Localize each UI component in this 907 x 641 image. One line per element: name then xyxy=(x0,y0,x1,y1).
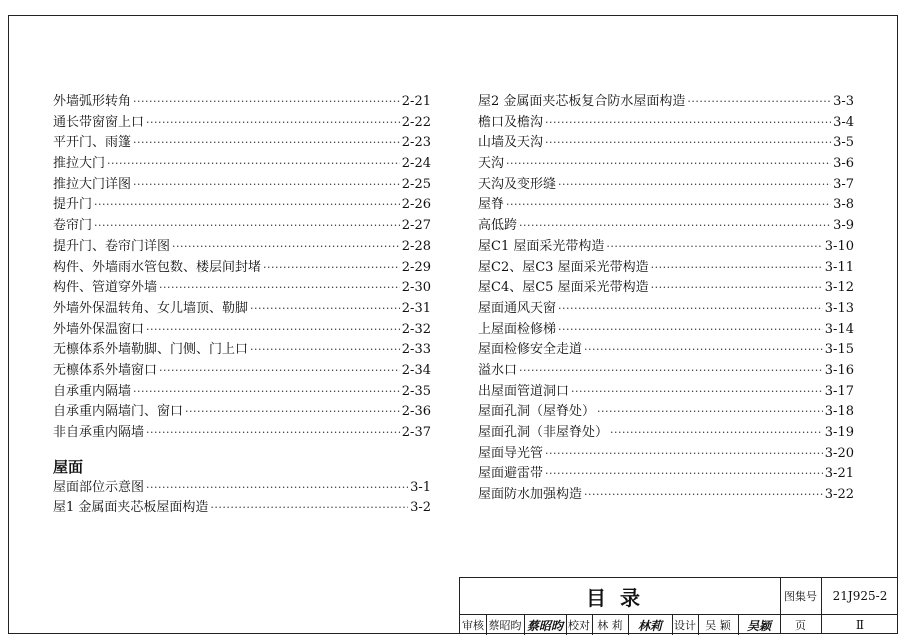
toc-leader-dots xyxy=(133,92,400,113)
toc-entry-title: 出屋面管道洞口 xyxy=(478,383,570,399)
toc-entry-title: 构件、外墙雨水管包数、楼层间封堵 xyxy=(53,259,262,275)
toc-leader-dots xyxy=(133,175,400,196)
toc-entry-page: 3-5 xyxy=(833,135,854,151)
toc-entry-page: 2-26 xyxy=(401,197,431,213)
toc-leader-dots xyxy=(250,340,400,361)
toc-entry-title: 天沟及变形缝 xyxy=(478,176,557,192)
toc-entry-title: 推拉大门详图 xyxy=(53,176,132,192)
check-label: 校对 xyxy=(568,619,590,632)
toc-entry xyxy=(53,216,431,237)
toc-leader-dots xyxy=(146,423,400,444)
designer-signature: 吴颖 xyxy=(746,618,771,633)
toc-entry xyxy=(53,278,431,299)
toc-entry-title: 天沟 xyxy=(478,156,505,172)
toc-leader-dots xyxy=(146,113,400,134)
toc-entry-page: 3-2 xyxy=(410,500,431,516)
toc-entry xyxy=(478,175,854,196)
toc-entry-page: 2-22 xyxy=(401,114,431,130)
toc-entry-page: 2-31 xyxy=(401,300,431,316)
toc-entry-page: 2-21 xyxy=(401,94,431,109)
toc-entry-title: 高低跨 xyxy=(478,218,518,234)
toc-entry-page: 3-7 xyxy=(833,176,854,192)
toc-entry-page: 3-13 xyxy=(824,300,854,316)
toc-leader-dots xyxy=(651,258,823,279)
toc-entry-title: 屋面部位示意图 xyxy=(53,479,145,495)
toc-entry xyxy=(53,423,431,444)
toc-entry xyxy=(53,382,431,403)
toc-entry xyxy=(53,402,431,423)
toc-leader-dots xyxy=(545,113,831,134)
toc-entry-title: 卷帘门 xyxy=(53,218,93,234)
toc-entry-page: 2-32 xyxy=(401,321,431,337)
toc-entry-title: 屋1 金属面夹芯板屋面构造 xyxy=(53,500,209,516)
toc-entry-page: 3-20 xyxy=(824,445,854,461)
toc-leader-dots xyxy=(571,382,823,403)
toc-entry-title: 屋面避雷带 xyxy=(478,466,544,482)
designer-name: 吴 颖 xyxy=(705,619,731,632)
toc-entry-title: 檐口及檐沟 xyxy=(478,114,544,130)
toc-entry-title: 屋C4、屋C5 屋面采光带构造 xyxy=(478,280,649,296)
toc-entry xyxy=(53,498,431,519)
toc-entry-page: 3-21 xyxy=(824,466,854,482)
toc-entry-title: 屋面孔洞（屋脊处） xyxy=(478,404,596,420)
toc-leader-dots xyxy=(519,216,831,237)
toc-entry xyxy=(478,278,854,299)
toc-right-column xyxy=(478,92,854,506)
toc-entry-title: 屋C1 屋面采光带构造 xyxy=(478,238,605,254)
toc-entry-page: 2-25 xyxy=(401,176,431,192)
toc-entry xyxy=(53,478,431,499)
toc-entry xyxy=(478,402,854,423)
toc-entry-title: 山墙及天沟 xyxy=(478,135,544,151)
toc-entry-page: 2-27 xyxy=(401,218,431,234)
toc-entry-title: 自承重内隔墙门、窗口 xyxy=(53,404,184,420)
toc-entry xyxy=(478,340,854,361)
toc-entry xyxy=(53,237,431,258)
toc-entry-page: 3-19 xyxy=(824,425,854,440)
title-block-title: 目录 xyxy=(586,585,654,610)
toc-entry xyxy=(478,133,854,154)
toc-entry-page: 3-18 xyxy=(824,404,854,420)
toc-entry-title: 自承重内隔墙 xyxy=(53,383,132,399)
toc-entry-title: 无檩体系外墙勒脚、门侧、门上口 xyxy=(53,342,249,358)
toc-entry xyxy=(478,320,854,341)
toc-entry-page: 3-9 xyxy=(833,218,854,234)
toc-entry xyxy=(478,92,854,113)
toc-leader-dots xyxy=(94,195,400,216)
toc-entry-title: 通长带窗窗上口 xyxy=(53,114,145,130)
section-heading-roof: 屋面 xyxy=(53,457,84,476)
toc-leader-dots xyxy=(210,498,408,519)
toc-entry xyxy=(53,258,431,279)
toc-entry-page: 3-3 xyxy=(833,94,854,109)
toc-entry xyxy=(53,340,431,361)
toc-entry-page: 3-10 xyxy=(824,238,854,254)
toc-entry xyxy=(53,92,431,113)
toc-entry xyxy=(478,216,854,237)
toc-entry xyxy=(478,258,854,279)
toc-leader-dots xyxy=(558,299,823,320)
toc-entry xyxy=(478,237,854,258)
toc-leader-dots xyxy=(172,237,400,258)
toc-leader-dots xyxy=(506,154,831,175)
toc-entry xyxy=(478,423,854,444)
toc-leader-dots xyxy=(159,278,400,299)
toc-entry xyxy=(53,320,431,341)
toc-leader-dots xyxy=(146,478,408,499)
toc-entry-title: 外墙外保温窗口 xyxy=(53,321,145,337)
toc-entry-title: 提升门 xyxy=(53,197,93,213)
atlas-number: 21J925-2 xyxy=(832,589,888,603)
toc-entry-title: 屋2 金属面夹芯板复合防水屋面构造 xyxy=(478,94,686,109)
toc-entry xyxy=(53,299,431,320)
toc-entry xyxy=(478,113,854,134)
toc-entry-title: 上屋面检修梯 xyxy=(478,321,557,337)
page-label: 页 xyxy=(795,619,806,632)
toc-leader-dots xyxy=(606,237,822,258)
toc-entry xyxy=(478,444,854,465)
toc-leader-dots xyxy=(107,154,400,175)
toc-entry-title: 提升门、卷帘门详图 xyxy=(53,238,171,254)
atlas-number-label: 图集号 xyxy=(784,590,817,603)
toc-entry-page: 3-16 xyxy=(824,362,854,378)
toc-entry-page: 2-29 xyxy=(401,259,431,275)
toc-entry xyxy=(478,382,854,403)
toc-leader-dots xyxy=(545,444,823,465)
toc-leader-dots xyxy=(558,175,831,196)
checker-name: 林 莉 xyxy=(597,619,623,632)
toc-leader-dots xyxy=(651,278,823,299)
toc-entry xyxy=(478,195,854,216)
toc-entry-page: 3-14 xyxy=(824,321,854,337)
toc-entry-page: 3-6 xyxy=(833,156,854,172)
toc-leader-dots xyxy=(597,402,823,423)
toc-leader-dots xyxy=(159,361,400,382)
toc-leader-dots xyxy=(545,464,823,485)
toc-leader-dots xyxy=(687,92,831,113)
toc-leader-dots xyxy=(506,195,831,216)
toc-entry-title: 屋面孔洞（非屋脊处） xyxy=(478,425,609,440)
toc-entry-title: 构件、管道穿外墙 xyxy=(53,280,158,296)
toc-entry-title: 外墙弧形转角 xyxy=(53,94,132,109)
toc-entry-title: 屋C2、屋C3 屋面采光带构造 xyxy=(478,259,649,275)
toc-entry-title: 溢水口 xyxy=(478,362,518,378)
toc-entry xyxy=(53,133,431,154)
toc-entry xyxy=(53,154,431,175)
toc-entry-page: 3-4 xyxy=(833,114,854,130)
toc-entry xyxy=(478,361,854,382)
toc-leader-dots xyxy=(94,216,400,237)
toc-leader-dots xyxy=(263,258,400,279)
toc-entry-page: 3-11 xyxy=(824,259,854,275)
title-block xyxy=(459,577,898,634)
toc-entry-page: 3-22 xyxy=(824,487,854,503)
toc-entry-page: 2-23 xyxy=(401,135,431,151)
toc-leader-dots xyxy=(610,423,823,444)
checker-signature: 林莉 xyxy=(637,618,662,633)
toc-leader-dots xyxy=(185,402,400,423)
reviewer-signature: 蔡昭昀 xyxy=(526,618,563,633)
toc-entry xyxy=(53,175,431,196)
toc-entry-page: 2-34 xyxy=(401,362,431,378)
toc-leader-dots xyxy=(584,340,823,361)
toc-entry-page: 2-30 xyxy=(401,280,431,296)
toc-entry-page: 2-35 xyxy=(401,383,431,399)
page-number: Ⅱ xyxy=(855,618,865,632)
toc-entry-page: 3-15 xyxy=(824,342,854,358)
toc-entry-page: 3-17 xyxy=(824,383,854,399)
toc-entry-title: 屋面检修安全走道 xyxy=(478,342,583,358)
toc-entry xyxy=(53,195,431,216)
toc-entry-title: 推拉大门 xyxy=(53,156,106,172)
toc-entry-title: 平开门、雨篷 xyxy=(53,135,132,151)
toc-entry-page: 3-1 xyxy=(410,479,431,495)
toc-leader-dots xyxy=(558,320,823,341)
toc-entry-title: 屋面通风天窗 xyxy=(478,300,557,316)
toc-leader-dots xyxy=(545,133,831,154)
toc-entry-title: 屋脊 xyxy=(478,197,505,213)
toc-entry-page: 3-8 xyxy=(833,197,854,213)
toc-entry-page: 2-28 xyxy=(401,238,431,254)
toc-entry-page: 3-12 xyxy=(824,280,854,296)
toc-entry-title: 外墙外保温转角、女儿墙顶、勒脚 xyxy=(53,300,249,316)
toc-leader-dots xyxy=(133,133,400,154)
toc-leader-dots xyxy=(133,382,400,403)
toc-entry-title: 屋面防水加强构造 xyxy=(478,487,583,503)
toc-entry-page: 2-24 xyxy=(401,156,431,172)
reviewer-name: 蔡昭昀 xyxy=(488,619,522,632)
toc-left-column xyxy=(53,92,431,519)
toc-entry xyxy=(53,113,431,134)
toc-entry-title: 无檩体系外墙窗口 xyxy=(53,362,158,378)
design-label: 设计 xyxy=(674,619,696,632)
toc-entry-title: 非自承重内隔墙 xyxy=(53,425,145,440)
toc-entry xyxy=(478,464,854,485)
toc-entry-page: 2-37 xyxy=(401,425,431,440)
toc-entry-page: 2-36 xyxy=(401,404,431,420)
toc-entry-page: 2-33 xyxy=(401,342,431,358)
toc-entry xyxy=(53,361,431,382)
toc-leader-dots xyxy=(146,320,400,341)
toc-entry xyxy=(478,299,854,320)
toc-leader-dots xyxy=(250,299,400,320)
toc-entry xyxy=(478,154,854,175)
toc-entry xyxy=(478,485,854,506)
toc-leader-dots xyxy=(519,361,823,382)
toc-leader-dots xyxy=(584,485,823,506)
toc-entry-title: 屋面导光管 xyxy=(478,445,544,461)
review-label: 审核 xyxy=(462,619,484,632)
